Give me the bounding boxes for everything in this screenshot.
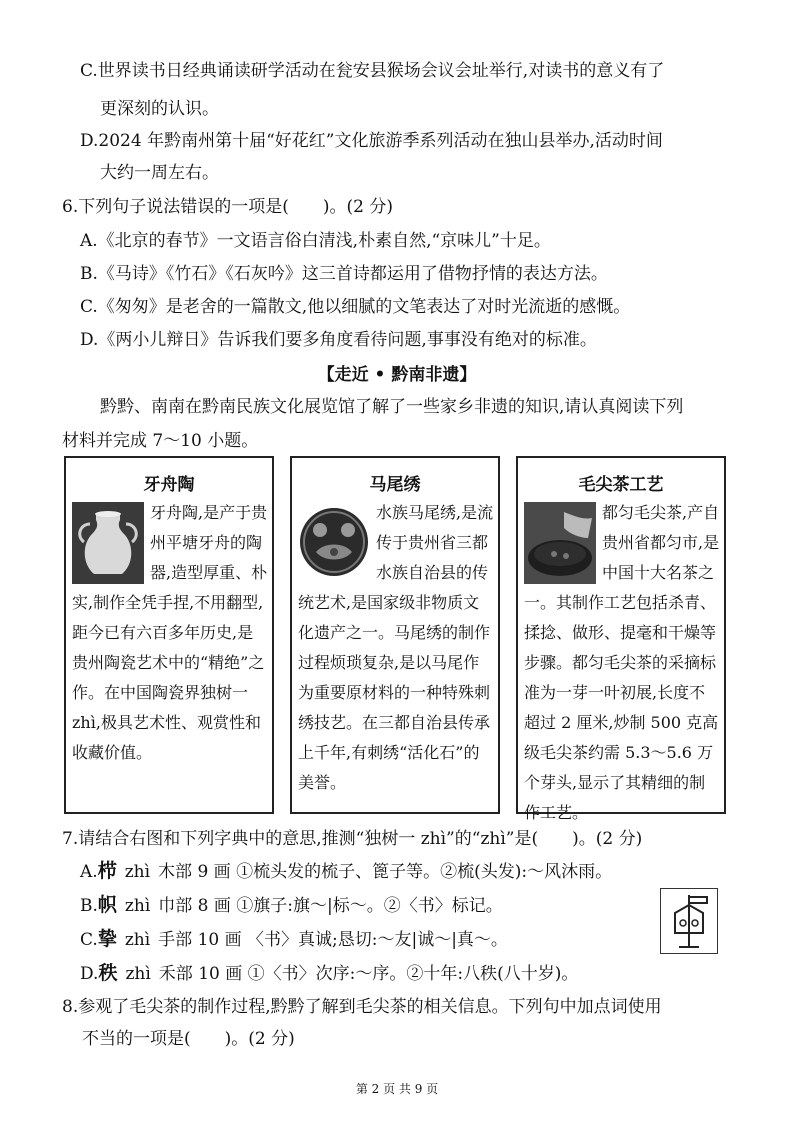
tea-image — [524, 502, 596, 584]
box-title: 牙舟陶 — [143, 475, 195, 495]
pinyin: zhì — [125, 964, 151, 984]
q5-option-c-line1: C.世界读书日经典诵读研学活动在瓮安县猴场会议会址举行,对读书的意义有了 — [80, 61, 665, 81]
box-text-container — [72, 498, 268, 768]
definition: 木部 9 画 ①梳头发的梳子、篦子等。②梳(头发):～风沐雨。 — [158, 862, 613, 882]
option-label: A. — [80, 862, 98, 882]
box-text-container — [524, 498, 720, 828]
dict-character: 帜 — [97, 894, 117, 916]
definition: 手部 10 画 〈书〉真诚;恳切:～友|诚～|真～。 — [158, 930, 508, 950]
q6-option-b: B.《马诗》《竹石》《石灰吟》这三首诗都运用了借物抒情的表达方法。 — [80, 264, 608, 284]
box-title: 毛尖茶工艺 — [578, 475, 664, 495]
box-text-container — [298, 498, 494, 798]
material-box-horsetail-embroidery — [290, 456, 500, 814]
definition: 巾部 8 画 ①旗子:旗～|标～。②〈书〉标记。 — [158, 896, 503, 916]
box-text: 都匀毛尖茶,产自贵州省都匀市,是中国十大名茶之一。其制作工艺包括杀青、揉捻、做形、提毫和干燥等步骤。都匀毛尖茶的采摘标准为一芽一叶初展,长度不超过 2 厘米,炒制 500 克高级毛尖茶约需 5.3～5.6 万个芽头,显示了其精细的制作工艺。 — [524, 503, 720, 822]
box-text: 牙舟陶,是产于贵州平塘牙舟的陶器,造型厚重、朴实,制作全凭手捏,不用翻型,距今已有六百多年历史,是贵州陶瓷艺术中的“精绝”之作。在中国陶瓷界独树一 zhì,极具艺术性、观赏性和收藏价值。 — [72, 503, 268, 762]
material-box-yazhou-pottery — [64, 456, 274, 814]
page-footer: 第 2 页 共 9 页 — [355, 1082, 439, 1096]
vase-image — [72, 502, 144, 584]
q7-title: 7.请结合右图和下列字典中的意思,推测“独树一 zhì”的“zhì”是( )。(2 分) — [62, 829, 643, 849]
section-intro-line2: 材料并完成 7～10 小题。 — [62, 431, 259, 451]
q7-option-c — [80, 928, 508, 951]
q5-option-d-line1: D.2024 年黔南州第十届“好花红”文化旅游季系列活动在独山县举办,活动时间 — [80, 131, 663, 151]
q6-title: 6.下列句子说法错误的一项是( )。(2 分) — [62, 197, 393, 217]
q6-option-c: C.《匆匆》是老舍的一篇散文,他以细腻的文笔表达了对时光流逝的感慨。 — [80, 297, 631, 317]
definition: 禾部 10 画 ①〈书〉次序:～序。②十年:八秩(八十岁)。 — [158, 964, 579, 984]
q8-title-line1: 8.参观了毛尖茶的制作过程,黔黔了解到毛尖茶的相关信息。下列句中加点词使用 — [62, 997, 662, 1017]
pinyin: zhì — [124, 930, 151, 950]
option-label: C. — [80, 930, 98, 950]
q7-option-d — [80, 962, 578, 985]
dict-character: 栉 — [97, 860, 117, 882]
q7-option-b — [80, 894, 503, 917]
dict-character: 挚 — [97, 928, 117, 950]
q8-title-line2: 不当的一项是( )。(2 分) — [82, 1029, 295, 1049]
q5-option-c-line2: 更深刻的认识。 — [100, 99, 219, 119]
pinyin: zhì — [124, 896, 151, 916]
q5-option-d-line2: 大约一周左右。 — [100, 163, 219, 183]
material-box-maojian-tea — [516, 456, 726, 822]
q6-option-a: A.《北京的春节》一文语言俗白清浅,朴素自然,“京味儿”十足。 — [80, 231, 551, 251]
section-intro-line1: 黔黔、南南在黔南民族文化展览馆了解了一些家乡非遗的知识,请认真阅读下列 — [100, 397, 684, 417]
ancient-character-icon — [660, 888, 718, 954]
box-title: 马尾绣 — [369, 475, 421, 495]
dict-character: 秩 — [98, 962, 118, 984]
option-label: D. — [80, 964, 99, 984]
pinyin: zhì — [124, 862, 151, 882]
box-text: 水族马尾绣,是流传于贵州省三都水族自治县的传统艺术,是国家级非物质文化遗产之一。马尾绣的制作过程烦琐复杂,是以马尾作为重要原材料的一种特殊刺绣技艺。在三都自治县传承上千年,有刺绣“活化石”的美誉。 — [298, 503, 494, 792]
embroidery-image — [298, 502, 370, 584]
option-label: B. — [80, 896, 98, 916]
q6-option-d: D.《两小儿辩日》告诉我们要多角度看待问题,事事没有绝对的标准。 — [80, 330, 597, 350]
q7-option-a — [80, 860, 612, 883]
section-title: 【走近 • 黔南非遗】 — [317, 365, 477, 385]
